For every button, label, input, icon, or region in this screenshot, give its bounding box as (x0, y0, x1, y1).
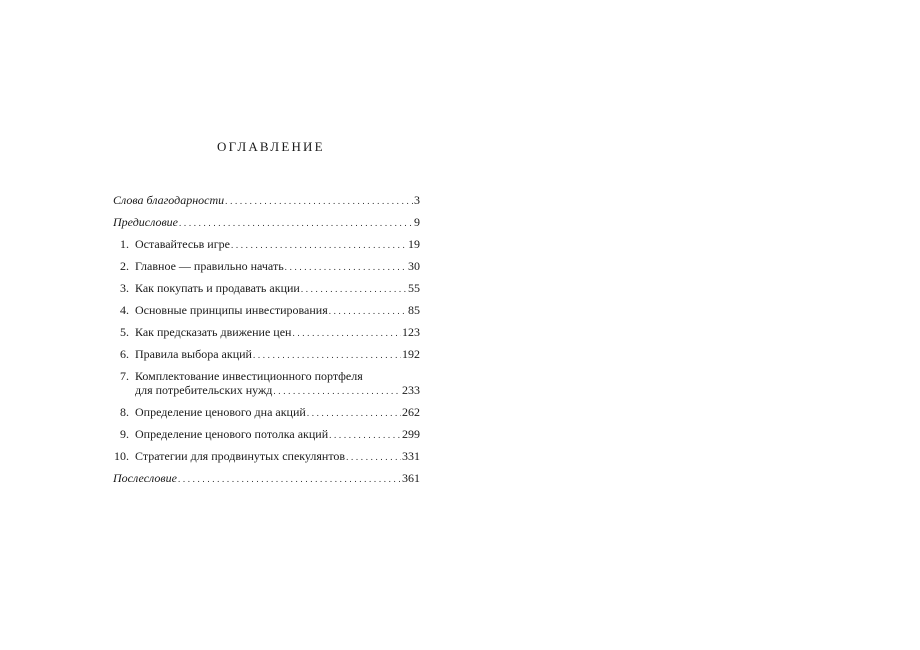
toc-entry-chapter-1 (113, 237, 420, 252)
toc-heading: ОГЛАВЛЕНИЕ (217, 139, 325, 154)
toc-chapter-number: 8. (120, 405, 129, 419)
toc-entry-chapter-8 (113, 405, 420, 420)
toc-page-number: 85 (408, 303, 420, 317)
toc-page-number: 233 (402, 383, 420, 397)
table-of-contents (113, 193, 420, 486)
toc-page-number: 262 (402, 405, 420, 419)
toc-leader-dots (225, 194, 413, 208)
toc-leader-dots (253, 348, 401, 362)
toc-entry-title: Как предсказать движение цен (135, 325, 292, 339)
toc-entry-title: Правила выбора акций (135, 347, 252, 361)
toc-entry-chapter-2 (113, 259, 420, 274)
toc-page-number: 331 (402, 449, 420, 463)
toc-entry-title: Главное — правильно начать (135, 259, 284, 273)
toc-entry-chapter-5 (113, 325, 420, 340)
toc-entry-afterword (113, 471, 420, 486)
toc-entry-title: Оставайтесьв игре (135, 237, 230, 251)
toc-entry-chapter-7 (113, 369, 420, 398)
toc-chapter-number: 5. (120, 325, 129, 339)
toc-leader-dots (273, 384, 401, 398)
toc-entry-title: Слова благодарности (113, 193, 225, 207)
toc-leader-dots (178, 472, 401, 486)
toc-page-number: 30 (408, 259, 420, 273)
toc-entry-chapter-4 (113, 303, 420, 318)
toc-page-number: 55 (408, 281, 420, 295)
toc-chapter-number: 7. (120, 369, 129, 383)
toc-page-number: 299 (402, 427, 420, 441)
toc-entry-chapter-6 (113, 347, 420, 362)
toc-chapter-number: 9. (120, 427, 129, 441)
toc-page-number: 9 (414, 215, 420, 229)
toc-leader-dots (329, 428, 401, 442)
toc-leader-dots (179, 216, 413, 230)
toc-entry-chapter-9 (113, 427, 420, 442)
toc-chapter-number: 1. (120, 237, 129, 251)
toc-leader-dots (346, 450, 401, 464)
toc-chapter-number: 2. (120, 259, 129, 273)
toc-entry-chapter-3 (113, 281, 420, 296)
toc-entry-title: Определение ценового дна акций (135, 405, 306, 419)
toc-page-number: 19 (408, 237, 420, 251)
toc-chapter-number: 4. (120, 303, 129, 317)
toc-chapter-number: 3. (120, 281, 129, 295)
toc-entry-title-line-2: для потребительских нужд (135, 383, 273, 397)
toc-page-number: 123 (402, 325, 420, 339)
toc-leader-dots (307, 406, 401, 420)
toc-leader-dots (329, 304, 407, 318)
toc-entry-title: Стратегии для продвинутых спекулянтов (135, 449, 346, 463)
toc-leader-dots (301, 282, 407, 296)
toc-entry-acknowledgements (113, 193, 420, 208)
toc-leader-dots (292, 326, 401, 340)
toc-entry-title: Основные принципы инвестирования (135, 303, 328, 317)
toc-chapter-number: 10. (114, 449, 129, 463)
toc-page-number: 361 (402, 471, 420, 485)
toc-page-number: 192 (402, 347, 420, 361)
toc-entry-chapter-10 (113, 449, 420, 464)
toc-entry-preface (113, 215, 420, 230)
toc-chapter-number: 6. (120, 347, 129, 361)
toc-entry-title: Как покупать и продавать акции (135, 281, 300, 295)
toc-entry-title: Определение ценового потолка акций (135, 427, 329, 441)
toc-leader-dots (231, 238, 407, 252)
toc-entry-title-line-1: Комплектование инвестиционного портфеля (135, 369, 363, 383)
toc-entry-title: Предисловие (113, 215, 179, 229)
toc-leader-dots (285, 260, 407, 274)
toc-entry-title: Послесловие (113, 471, 177, 485)
toc-page-number: 3 (414, 193, 420, 207)
